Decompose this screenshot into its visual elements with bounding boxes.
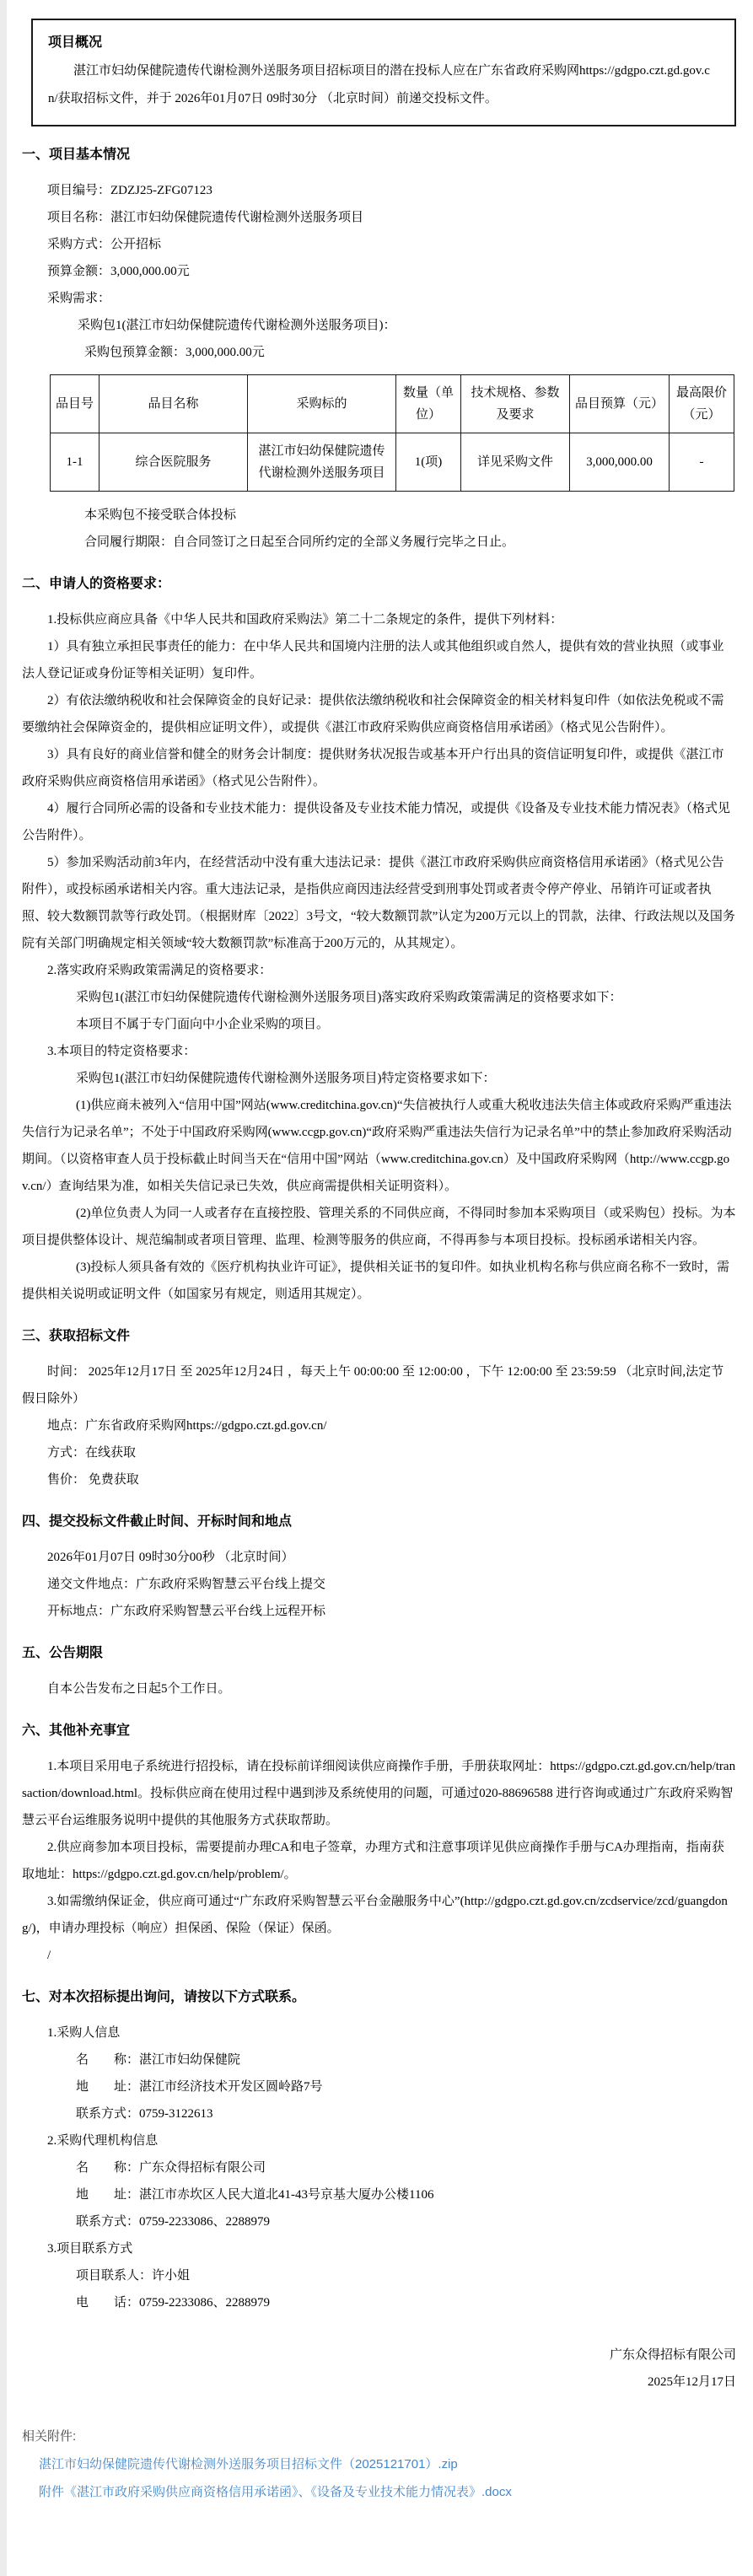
related-attachments	[22, 2423, 736, 2506]
section-basic-heading: 一、项目基本情况	[22, 148, 131, 162]
items-table	[50, 374, 734, 492]
cell-tech-spec: 详见采购文件	[461, 433, 570, 492]
announcement-body: 自本公告发布之日起5个工作日。	[47, 1682, 231, 1696]
col-item-budget: 品目预算（元）	[570, 375, 670, 433]
qualification-item: 4）履行合同所必需的设备和专业技术能力：提供设备及专业技术能力情况，或提供《设备及专业技术能力情况表》（格式见公告附件）。	[22, 802, 731, 842]
col-tech-spec: 技术规格、参数及要求	[461, 375, 570, 433]
contact-agency-phone: 联系方式：0759-2233086、2288979	[76, 2215, 270, 2229]
table-header-row	[51, 375, 734, 433]
table-row	[51, 433, 734, 492]
other-item: 3.如需缴纳保证金，供应商可通过“广东政府采购智慧云平台金融服务中心”(http://gdgpo.czt.gd.gov.cn/zcdservice/zcd/guangdong/)，申请办理投标（响应）担保函、保险（保证）保函。	[22, 1895, 728, 1935]
qualification-item: 2）有依法缴纳税收和社会保障资金的良好记录：提供依法缴纳税收和社会保障资金的相关材料复印件（如依法免税或不需要缴纳社会保障资金的，提供相应证明文件），或提供《湛江市政府采购供应商资格信用承诺函》（格式见公告附件）。	[22, 694, 724, 734]
deadline-time: 2026年01月07日 09时30分00秒 （北京时间）	[47, 1551, 294, 1564]
other-item: 1.本项目采用电子系统进行招投标，请在投标前详细阅读供应商操作手册，手册获取网址：https://gdgpo.czt.gd.gov.cn/help/transaction/download.html。投标供应商在使用过程中遇到涉及系统使用的问题，可通过020-88696588 进行咨询或通过广东政府采购智慧云平台运维服务说明中提供的其他服务方式获取帮助。	[22, 1760, 736, 1827]
deadline-open-place: 开标地点：广东政府采购智慧云平台线上远程开标	[47, 1605, 326, 1618]
contact-purchaser-name: 名 称：湛江市妇幼保健院	[76, 2053, 241, 2067]
contact-agency-title: 2.采购代理机构信息	[47, 2134, 159, 2148]
overview-body: 湛江市妇幼保健院遗传代谢检测外送服务项目招标项目的潜在投标人应在广东省政府采购网https://gdgpo.czt.gd.gov.cn/获取招标文件，并于 2026年01月07日 09时30分 （北京时间）前递交投标文件。	[48, 64, 710, 105]
other-item-slash: /	[47, 1949, 51, 1962]
deadline-submit-place: 递交文件地点：广东政府采购智慧云平台线上提交	[47, 1578, 326, 1591]
contact-project-person: 项目联系人：许小姐	[76, 2269, 191, 2283]
signature-date: 2025年12月17日	[647, 2375, 736, 2389]
project-overview-box	[31, 19, 736, 126]
qualification-item: 3）具有良好的商业信誉和健全的财务会计制度：提供财务状况报告或基本开户行出具的资信证明复印件，或提供《湛江市政府采购供应商资格信用承诺函》（格式见公告附件）。	[22, 748, 724, 788]
qualification-item: 2.落实政府采购政策需满足的资格要求：	[47, 964, 272, 977]
qualification-subitem: (3)投标人须具备有效的《医疗机构执业许可证》，提供相关证书的复印件。如执业机构名称与供应商名称不一致时，需提供相关说明或证明文件（如国家另有规定，则适用其规定）。	[22, 1261, 729, 1301]
section-other-heading: 六、其他补充事宜	[22, 1724, 131, 1738]
signature-company: 广东众得招标有限公司	[609, 2348, 736, 2362]
note-no-consortium: 本采购包不接受联合体投标	[84, 508, 237, 522]
obtain-way: 方式：在线获取	[47, 1446, 137, 1460]
contact-purchaser-title: 1.采购人信息	[47, 2026, 121, 2040]
obtain-time: 时间： 2025年12月17日 至 2025年12月24日 ，每天上午 00:00:00 至 12:00:00 ，下午 12:00:00 至 23:59:59 （北京时间,法定节假日除外）	[22, 1365, 724, 1406]
col-item-name: 品目名称	[100, 375, 248, 433]
obtain-place: 地点：广东省政府采购网https://gdgpo.czt.gd.gov.cn/	[47, 1419, 327, 1433]
attachments-label: 相关附件:	[22, 2429, 77, 2444]
obtain-price: 售价： 免费获取	[47, 1473, 139, 1487]
package-budget: 采购包预算金额：3,000,000.00元	[84, 346, 265, 359]
attachment-link-zip[interactable]: 湛江市妇幼保健院遗传代谢检测外送服务项目招标文件（2025121701）.zip	[39, 2457, 458, 2471]
cell-item-no: 1-1	[51, 433, 100, 492]
note-contract-period: 合同履行期限：自合同签订之日起至合同所约定的全部义务履行完毕之日止。	[84, 535, 515, 549]
section-qualification-heading: 二、申请人的资格要求：	[22, 577, 171, 591]
qualification-item: 1）具有独立承担民事责任的能力：在中华人民共和国境内注册的法人或其他组织或自然人，提供有效的营业执照（或事业法人登记证或身份证等相关证明）复印件。	[22, 640, 724, 680]
col-subject: 采购标的	[248, 375, 396, 433]
section-announcement-heading: 五、公告期限	[22, 1646, 104, 1660]
qualification-item: 5）参加采购活动前3年内，在经营活动中没有重大违法记录：提供《湛江市政府采购供应商资格信用承诺函》（格式见公告附件），或投标函承诺相关内容。重大违法记录，是指供应商因违法经营受到刑事处罚或者责令停产停业、吊销许可证或者执照、较大数额罚款等行政处罚。（根据财库〔2022〕3号文，“较大数额罚款”认定为200万元以上的罚款，法律、行政法规以及国务院有关部门明确规定相关领域“较大数额罚款”标准高于200万元的，从其规定）。	[22, 856, 735, 950]
cell-subject: 湛江市妇幼保健院遗传代谢检测外送服务项目	[248, 433, 396, 492]
col-max-price: 最高限价（元）	[670, 375, 734, 433]
contact-project-phone: 电 话：0759-2233086、2288979	[76, 2296, 270, 2310]
qualification-item: 3.本项目的特定资格要求：	[47, 1045, 196, 1058]
package-line: 采购包1(湛江市妇幼保健院遗传代谢检测外送服务项目)：	[78, 319, 396, 332]
col-quantity: 数量（单位）	[396, 375, 461, 433]
qualification-subitem: 采购包1(湛江市妇幼保健院遗传代谢检测外送服务项目)特定资格要求如下：	[76, 1072, 496, 1085]
cell-item-budget: 3,000,000.00	[570, 433, 670, 492]
qualification-subitem: (1)供应商未被列入“信用中国”网站(www.creditchina.gov.cn)“失信被执行人或重大税收违法失信主体或政府采购严重违法失信行为记录名单”；不处于中国政府采购网(www.ccgp.gov.cn)“政府采购严重违法失信行为记录名单”中的禁止参加政府采购活动期间。（以资格审查人员于投标截止时间当天在“信用中国”网站（www.creditchina.gov.cn）及中国政府采购网（http://www.ccgp.gov.cn/）查询结果为准，如相关失信记录已失效，供应商需提供相关证明资料）。	[22, 1099, 732, 1193]
cell-quantity: 1(项)	[396, 433, 461, 492]
qualification-subitem: 本项目不属于专门面向中小企业采购的项目。	[76, 1018, 330, 1031]
contact-purchaser-address: 地 址：湛江市经济技术开发区圆岭路7号	[76, 2080, 323, 2094]
section-contact-heading: 七、对本次招标提出询问，请按以下方式联系。	[22, 1990, 306, 2004]
qualification-subitem: (2)单位负责人为同一人或者存在直接控股、管理关系的不同供应商，不得同时参加本采购项目（或采购包）投标。为本项目提供整体设计、规范编制或者项目管理、监理、检测等服务的供应商，不得再参与本项目投标。投标函承诺相关内容。	[22, 1207, 736, 1247]
overview-title: 项目概况	[48, 35, 103, 50]
qualification-subitem: 采购包1(湛江市妇幼保健院遗传代谢检测外送服务项目)落实政府采购政策需满足的资格要求如下：	[76, 991, 622, 1004]
section-deadline-heading: 四、提交投标文件截止时间、开标时间和地点	[22, 1514, 293, 1529]
purchase-method: 采购方式：公开招标	[47, 238, 162, 251]
contact-project-title: 3.项目联系方式	[47, 2242, 133, 2256]
project-name: 项目名称：湛江市妇幼保健院遗传代谢检测外送服务项目	[47, 211, 364, 224]
purchase-demand-label: 采购需求：	[47, 292, 111, 305]
attachment-link-docx[interactable]: 附件《湛江市政府采购供应商资格信用承诺函》、《设备及专业技术能力情况表》.docx	[39, 2485, 512, 2499]
qualification-item: 1.投标供应商应具备《中华人民共和国政府采购法》第二十二条规定的条件，提供下列材料：	[47, 613, 563, 627]
contact-agency-address: 地 址：湛江市赤坎区人民大道北41-43号京基大厦办公楼1106	[76, 2188, 434, 2202]
other-item: 2.供应商参加本项目投标，需要提前办理CA和电子签章，办理方式和注意事项详见供应商操作手册与CA办理指南，指南获取地址：https://gdgpo.czt.gd.gov.cn/help/problem/。	[22, 1841, 724, 1881]
contact-agency-name: 名 称：广东众得招标有限公司	[76, 2161, 266, 2175]
signature-block	[22, 2342, 736, 2396]
cell-max-price: -	[670, 433, 734, 492]
left-gutter-strip	[0, 0, 7, 2576]
col-item-no: 品目号	[51, 375, 100, 433]
cell-item-name: 综合医院服务	[100, 433, 248, 492]
section-obtain-heading: 三、获取招标文件	[22, 1329, 131, 1343]
budget-amount: 预算金额：3,000,000.00元	[47, 265, 190, 278]
project-number: 项目编号：ZDZJ25-ZFG07123	[47, 184, 212, 197]
contact-purchaser-phone: 联系方式：0759-3122613	[76, 2107, 213, 2121]
